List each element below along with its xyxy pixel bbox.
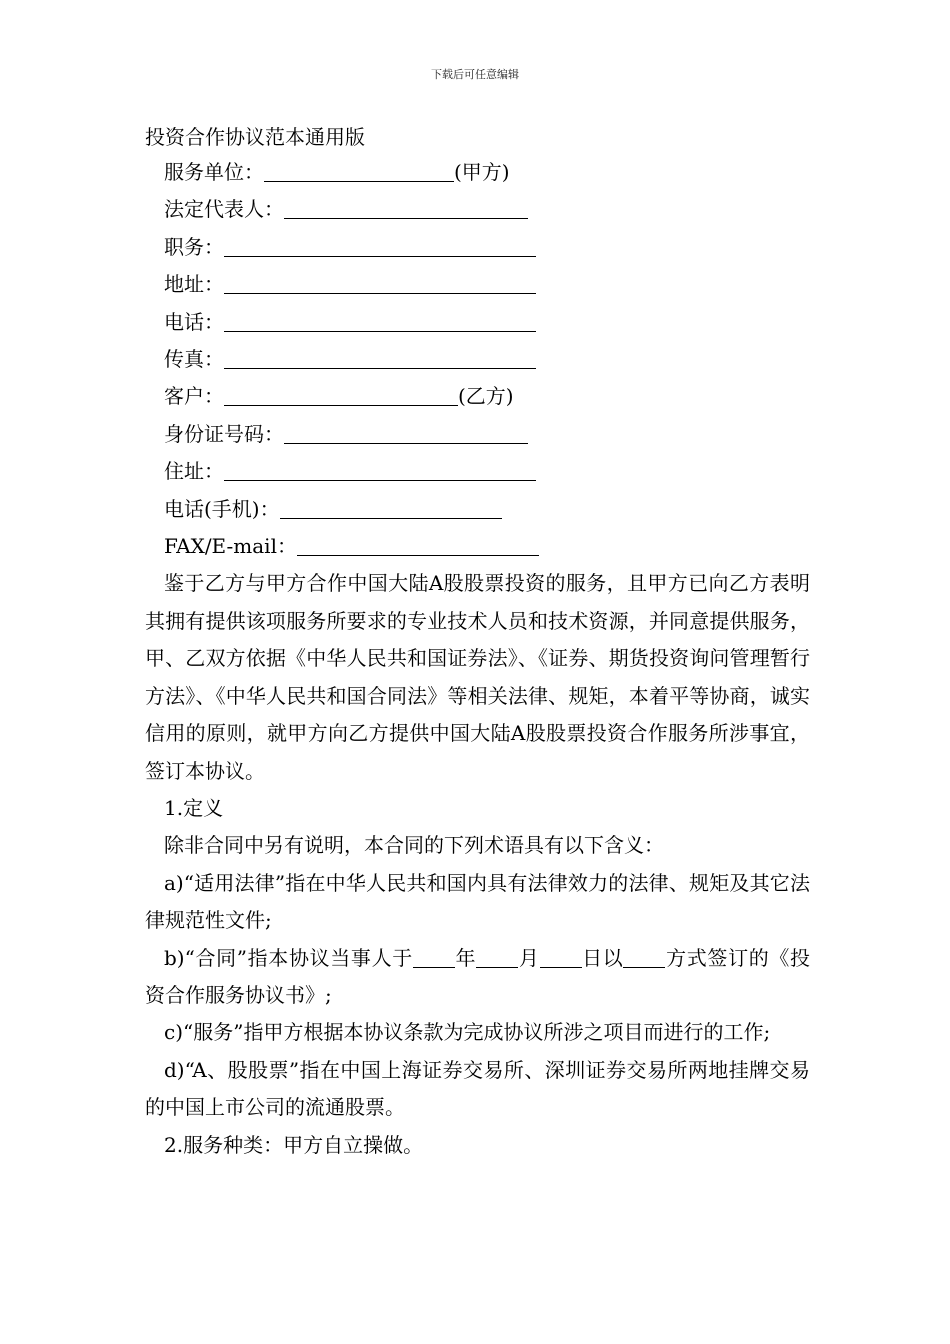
field-label: 住址： — [164, 459, 224, 484]
blank-line[interactable] — [224, 342, 536, 369]
blank-year[interactable] — [413, 945, 455, 968]
field-suffix: (乙方) — [458, 384, 514, 409]
def-b-text: 月 — [518, 945, 540, 970]
field-label: 职务： — [164, 234, 224, 259]
document-title: 投资合作协议范本通用版 — [145, 125, 365, 149]
blank-line[interactable] — [284, 417, 528, 444]
field-fax — [145, 341, 810, 378]
section-1-heading: 1.定义 — [164, 795, 224, 820]
field-fax-email — [145, 528, 810, 565]
field-label: 客户： — [164, 384, 224, 409]
field-phone — [145, 304, 810, 341]
definition-a: a)“适用法律”指在中华人民共和国内具有法律效力的法律、规矩及其它法律规范性文件; — [145, 870, 810, 933]
section-2: 2.服务种类：甲方自立操做。 — [164, 1132, 424, 1157]
field-mobile — [145, 491, 810, 528]
field-position — [145, 229, 810, 266]
def-b-text: 日以 — [581, 945, 624, 970]
def-b-text: 年 — [454, 945, 477, 970]
field-label: 地址： — [164, 272, 224, 297]
def-b-text: 方式签订的《投资合作服务协议书》; — [145, 945, 811, 1007]
field-label: 服务单位： — [164, 160, 264, 184]
intro-paragraph: 鉴于乙方与甲方合作中国大陆A股股票投资的服务，且甲方已向乙方表明其拥有提供该项服务所要求的专业技术人员和技术资源，并同意提供服务，甲、乙双方依据《中华人民共和国证券法》、《证券、期货投资询问管理暂行方法》、《中华人民共和国合同法》等相关法律、规矩，本着平等协商，诚实信用的原则，就甲方向乙方提供中国大陆A股股票投资合作服务所涉事宜，签订本协议。 — [145, 571, 810, 783]
field-label: 传真： — [164, 347, 224, 372]
definition-d: d)“A、股股票”指在中国上海证券交易所、深圳证券交易所两地挂牌交易的中国上市公司的流通股票。 — [145, 1057, 810, 1120]
blank-line[interactable] — [224, 305, 536, 332]
field-label: FAX/E-mail： — [164, 534, 297, 559]
field-service-unit — [145, 154, 810, 191]
field-address — [145, 266, 810, 303]
blank-day[interactable] — [540, 945, 582, 968]
field-suffix: (甲方) — [454, 160, 510, 184]
field-id-number — [145, 416, 810, 453]
blank-line[interactable] — [284, 192, 528, 219]
blank-line[interactable] — [224, 379, 458, 406]
blank-month[interactable] — [476, 945, 518, 968]
field-label: 法定代表人： — [164, 197, 284, 222]
field-label: 电话： — [164, 309, 224, 334]
field-client — [145, 378, 810, 415]
blank-line[interactable] — [224, 454, 536, 481]
field-residence — [145, 453, 810, 490]
blank-line[interactable] — [264, 155, 454, 182]
document-body — [145, 120, 810, 1164]
section-1-lead: 除非合同中另有说明，本合同的下列术语具有以下含义： — [164, 833, 664, 858]
blank-line[interactable] — [224, 267, 536, 294]
definition-c: c)“服务”指甲方根据本协议条款为完成协议所涉之项目而进行的工作; — [164, 1020, 771, 1045]
field-label: 电话(手机)： — [164, 496, 280, 521]
blank-method[interactable] — [623, 945, 665, 968]
definition-b — [145, 940, 810, 1015]
blank-line[interactable] — [280, 492, 502, 519]
field-label: 身份证号码： — [164, 421, 284, 446]
blank-line[interactable] — [297, 529, 539, 556]
blank-line[interactable] — [224, 230, 536, 257]
page-header: 下载后可任意编辑 — [431, 68, 519, 81]
def-b-text: b)“合同”指本协议当事人于 — [164, 945, 413, 970]
field-legal-rep — [145, 191, 810, 228]
